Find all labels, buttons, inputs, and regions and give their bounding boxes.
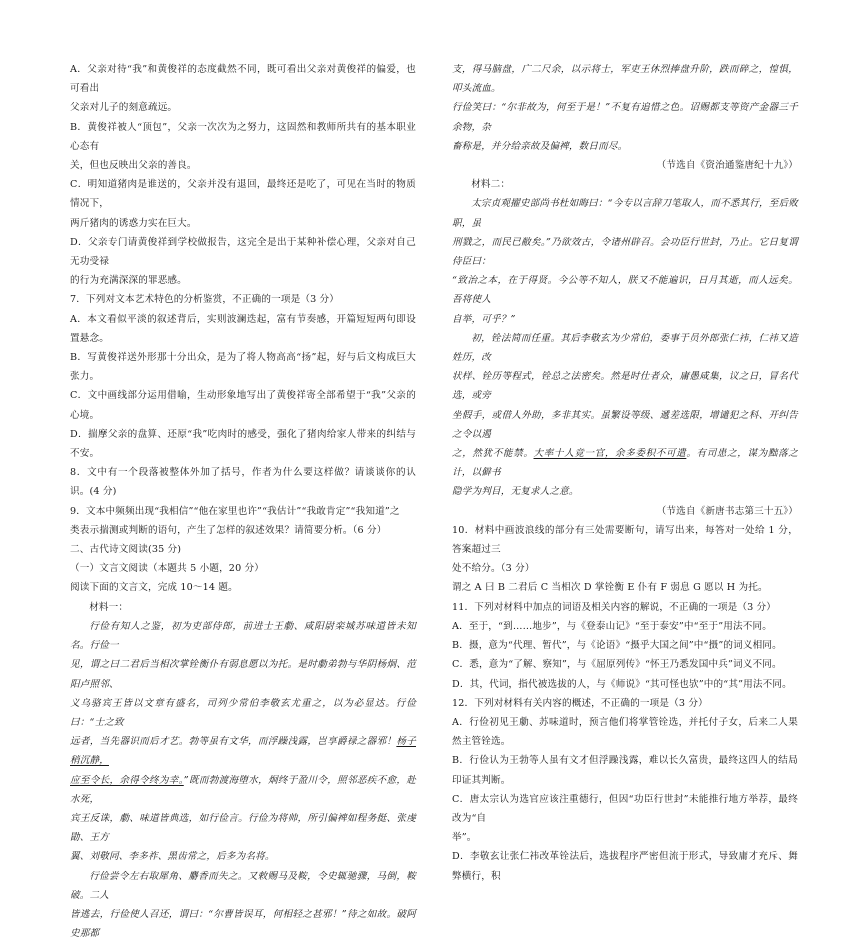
material-1-para2-line2: 皆逃去，行俭使人召还，谓曰：“尔曹皆误耳，何相轻之甚邪！”待之如故。破阿史那都 — [70, 908, 416, 940]
material-2-underlined: 大率十人竞一官，余多委积不可遣 — [533, 448, 687, 460]
material-1-para2-line1: 行俭尝令左右取犀角、麝香而失之。又敕赐马及鞍，令史辄驰骤，马倒，鞍破。二人 — [70, 870, 416, 901]
material-1-underlined-a: 杨子稍沉静， — [70, 736, 416, 767]
material-1-line6: 宾王反诛，勮、味道皆典选，如行俭言。行俭为将帅，所引偏裨如程务挺、张虔勖、王方 — [70, 812, 416, 844]
question-12: 12．下列对材料有关内容的概述，不正确的一项是（3 分） — [452, 697, 708, 709]
subsection-heading-classical-prose: （一）文言文阅读（本题共 5 小题，20 分） — [70, 563, 265, 575]
material-2-source: （节选自《新唐书志第三十五》） — [656, 505, 798, 517]
q6-option-b-line2: 关，但也反映出父亲的善良。 — [70, 160, 197, 172]
q7-option-c: C．文中画线部分运用借喻，生动形象地写出了黄俊祥寄全部希望于“我”父亲的心境。 — [70, 390, 416, 421]
section-heading-classical: 二、古代诗文阅读(35 分) — [70, 544, 182, 556]
material-2-line1: 太宗贞观擢史部尚书杜如晦曰：“今专以言辞刀笔取人，而不悉其行，至后败职，虽 — [452, 198, 798, 229]
question-10-line1: 10．材料中画波浪线的部分有三处需要断句，请写出来，每答对一处给 1 分，答案超过三 — [452, 524, 798, 556]
material-2-line4: 自举，可乎？” — [452, 313, 516, 325]
material-1-cont-line3: 畜称是，并分给亲故及偏裨，数日而尽。 — [452, 140, 628, 152]
right-column — [452, 60, 798, 886]
material-2-title: 材料二： — [471, 179, 511, 191]
q11-option-a: A．至于，“到……地步”，与《登泰山记》“至于泰安”中“至于”用法不同。 — [452, 620, 772, 632]
q12-option-c-line2: 举”。 — [452, 832, 477, 844]
material-2-line2: 刑戮之，而民已敝矣。”乃欲效古，令诸州辟召。会功臣行世封，乃止。它日复谓侍臣曰： — [452, 236, 798, 268]
q6-option-d-line1: D．父亲专门请黄俊祥到学校做报告，这完全是出于某种补偿心理，父亲对自己无功受禄 — [70, 236, 416, 268]
question-9-line1: 9．文本中频频出现“我相信”“他在家里也许”“我估计”“我敢肯定”“我知道”之 — [70, 505, 400, 517]
q7-option-a: A．本文看似平淡的叙述背后，实则波澜迭起，富有节奏感，开篇短短两句即设置悬念。 — [70, 313, 416, 344]
material-1-line4 — [70, 732, 416, 770]
q6-option-d-line2: 的行为充满深深的罪恶感。 — [70, 275, 187, 287]
material-2-line3: “致治之本，在于得贤。今公等不知人，朕又不能遍识，日月其逝，而人远矣。吾将使人 — [452, 275, 798, 306]
q6-option-a-line1: A．父亲对待“我”和黄俊祥的态度截然不同，既可看出父亲对黄俊祥的偏爱，也可看出 — [70, 64, 416, 95]
left-column — [70, 60, 416, 943]
material-1-source: （节选自《资治通鉴唐纪十九》） — [656, 160, 798, 172]
material-1-line1: 行俭有知人之鉴，初为吏部侍郎，前进士王勮、咸阳尉栾城苏味道皆未知名。行俭一 — [70, 620, 416, 652]
q12-option-d: D．李敬玄让张仁祎改革铨法后，选拔程序严密但流于形式，导致庸才充斥、舞弊横行，积 — [452, 851, 798, 882]
material-1-cont-line1: 支，得马脑盘，广二尺余，以示将士，军吏王休烈捧盘升阶，跌而碎之，惶惧，叩头流血。 — [452, 64, 798, 95]
reading-instruction: 阅读下面的文言文，完成 10～14 题。 — [70, 582, 238, 594]
q6-option-b-line1: B．黄俊祥被人“顶包”，父亲一次次为之努力，这固然和教师所共有的基本职业心态有 — [70, 121, 416, 152]
material-1-line4-text: 远者，当先器识而后才艺。勃等虽有文华，而浮躁浅露，岂享爵禄之器邪！ — [70, 736, 397, 748]
question-11: 11．下列对材料中加点的词语及相关内容的解说，不正确的一项是（3 分） — [452, 601, 777, 613]
q6-option-c-line1: C．明知道猪肉是谁送的，父亲并没有退回，最终还是吃了，可见在当时的物质情况下， — [70, 179, 416, 210]
material-1-line5 — [70, 771, 416, 809]
material-2-para2-line1: 初，铨法简而任重。其后李敬玄为少常伯，委事于员外郎张仁祎，仁祎又造姓历，改 — [452, 332, 798, 364]
material-2-line-text-a: 之，然犹不能禁。 — [452, 448, 534, 460]
question-8: 8．文中有一个段落被整体外加了括号，作者为什么要这样做？请谈谈你的认识。(4 分) — [70, 467, 416, 498]
q6-option-c-line2: 两斤猪肉的诱惑力实在巨大。 — [70, 217, 197, 229]
question-10-line2: 处不给分。（3 分） — [452, 563, 535, 575]
q7-option-d: D．揣摩父亲的盘算、还原“我”吃肉时的感受，强化了猪肉给家人带来的纠结与不安。 — [70, 428, 416, 460]
q11-option-b: B．摄，意为“代理、暂代”，与《论语》“摄乎大国之间”中“摄”的词义相同。 — [452, 640, 782, 652]
material-1-title: 材料一： — [89, 601, 129, 613]
q7-option-b: B．写黄俊祥送外形那十分出众，是为了将人物高高“扬”起，好与后文构成巨大张力。 — [70, 352, 416, 383]
material-2-line-text-b: 。有司患之，谋为黜落之计，以僻书 — [452, 448, 798, 479]
q11-option-d: D．其，代词，指代被选拔的人，与《师说》“其可怪也欤”中的“其”用法不同。 — [452, 678, 792, 690]
material-1-line5-text: ”既而勃渡海堕水，炯终于盈川令，照邻恶疾不愈，赴水死， — [70, 774, 417, 805]
question-10-options: 谓之 A 曰 B 二君后 C 当相次 D 掌铨衡 E 仆有 F 弱息 G 愿以 H 为托。 — [452, 582, 768, 594]
q11-option-c: C．悉，意为“了解、察知”，与《屈原列传》“怀王乃悉发国中兵”词义不同。 — [452, 659, 782, 671]
material-2-para2-line3: 坐假手，或借人外助，多非其实。虽繁设等级、遞差选限，增谴犯之科、开纠告之令以遏 — [452, 409, 798, 440]
material-2-para2-line2: 状样、铨历等程式，铨总之法密矣。然是时仕者众，庸愚咸集，议之日，冒名代选，或旁 — [452, 371, 798, 402]
material-1-line7: 翼、刘敬同、李多祚、黑齿常之，后多为名将。 — [70, 851, 275, 863]
material-2-para2-line4 — [452, 444, 798, 482]
material-1-cont-line2: 行俭笑曰：“尔非故为，何至于是！”不复有追惜之色。诏赐都支等资产金器三千余物，杂 — [452, 102, 798, 133]
q12-option-b: B．行俭认为王勃等人虽有文才但浮躁浅露，难以长久富贵，最终这四人的结局印证其判断。 — [452, 755, 798, 786]
question-7: 7．下列对文本艺术特色的分析鉴赏，不正确的一项是（3 分） — [70, 294, 340, 306]
q12-option-a: A．行俭初见王勮、苏味道时，预言他们将掌管铨选，并托付子女，后来二人果然主管铨选。 — [452, 716, 798, 748]
material-1-line2: 见，谓之曰二君后当相次掌铨衡仆有弱息愿以为托。是时勮弟勃与华阴杨炯、范阳卢照邻、 — [70, 659, 416, 690]
question-9-line2: 类表示揣测或判断的语句，产生了怎样的叙述效果？请简要分析。（6 分） — [70, 524, 387, 536]
q12-option-c-line1: C．唐太宗认为选官应该注重德行，但因“功臣行世封”未能推行地方举荐，最终改为“自 — [452, 793, 798, 824]
material-1-line3: 义乌骆宾王皆以文章有盛名，司列少常伯李敬玄尤重之，以为必显达。行俭曰：“士之致 — [70, 697, 416, 728]
material-1-underlined-b: 应至令长，余得令终为幸。 — [70, 774, 184, 786]
q6-option-a-line2: 父亲对儿子的刻意疏远。 — [70, 102, 178, 114]
material-2-para2-line5: 隐学为判目，无复求人之意。 — [452, 486, 579, 498]
